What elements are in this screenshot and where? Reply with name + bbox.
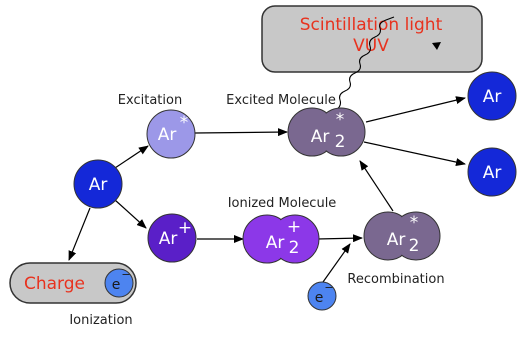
molecule-recombined-dimer bbox=[364, 212, 440, 260]
label-recombination: Recombination bbox=[347, 272, 445, 287]
molecule-recombined-dimer-sub: 2 bbox=[408, 236, 420, 256]
atom-ar-product-top-label: Ar bbox=[482, 87, 502, 107]
charge-box bbox=[10, 263, 136, 303]
atom-ar-ion-label: Ar bbox=[158, 229, 178, 249]
atom-ar-ion bbox=[148, 214, 196, 262]
arrow-to-excited-molecule bbox=[195, 132, 287, 133]
arrow-excitation bbox=[115, 146, 148, 168]
atom-ar-excited bbox=[147, 110, 195, 158]
atom-ar-product-bottom bbox=[468, 148, 516, 196]
molecule-ionized-dimer bbox=[243, 215, 319, 263]
label-ionized-molecule: Ionized Molecule bbox=[227, 196, 337, 211]
atom-ar-excited-sup: * bbox=[179, 113, 189, 133]
molecule-ionized-dimer-sub: 2 bbox=[288, 238, 300, 258]
molecule-excited-dimer-sup: * bbox=[335, 110, 345, 130]
atom-ar-ground-label: Ar bbox=[88, 175, 108, 195]
arrow-to-excited-dimer bbox=[360, 161, 393, 211]
arrow-product-top bbox=[366, 98, 465, 122]
scintillation-vuv: VUV bbox=[353, 36, 389, 56]
free-electron-label: e bbox=[314, 290, 324, 306]
label-ionization: Ionization bbox=[69, 313, 133, 328]
atom-ar-excited-label: Ar bbox=[157, 125, 177, 145]
arrow-product-bottom bbox=[364, 142, 465, 164]
molecule-excited-dimer-sub: 2 bbox=[334, 132, 346, 152]
charge-label: Charge bbox=[24, 274, 86, 294]
atom-ar-ground bbox=[74, 160, 122, 208]
arrow-recombination bbox=[317, 238, 362, 239]
atom-ar-ion-sup: + bbox=[177, 218, 193, 238]
charge-electron-sup: − bbox=[121, 268, 131, 281]
molecule-recombined-dimer-label: Ar bbox=[386, 230, 406, 250]
molecule-excited-dimer bbox=[288, 108, 365, 156]
molecule-recombined-dimer-sup: * bbox=[409, 213, 419, 233]
molecule-excited-dimer-label: Ar bbox=[310, 127, 330, 147]
scintillation-title: Scintillation light bbox=[299, 15, 443, 35]
arrow-charge bbox=[69, 208, 90, 260]
molecule-ionized-dimer-sup: + bbox=[286, 217, 302, 237]
charge-electron bbox=[105, 268, 133, 297]
free-electron bbox=[308, 281, 336, 310]
charge-electron-label: e bbox=[111, 277, 121, 293]
atom-ar-product-bottom-label: Ar bbox=[482, 163, 502, 183]
molecule-ionized-dimer-label: Ar bbox=[265, 233, 285, 253]
free-electron-sup: − bbox=[324, 281, 334, 294]
arrow-ionization bbox=[115, 200, 146, 228]
label-excited-molecule: Excited Molecule bbox=[226, 93, 336, 108]
label-excitation: Excitation bbox=[117, 93, 183, 108]
arrow-electron-in bbox=[323, 244, 350, 282]
atom-ar-product-top bbox=[468, 72, 516, 120]
